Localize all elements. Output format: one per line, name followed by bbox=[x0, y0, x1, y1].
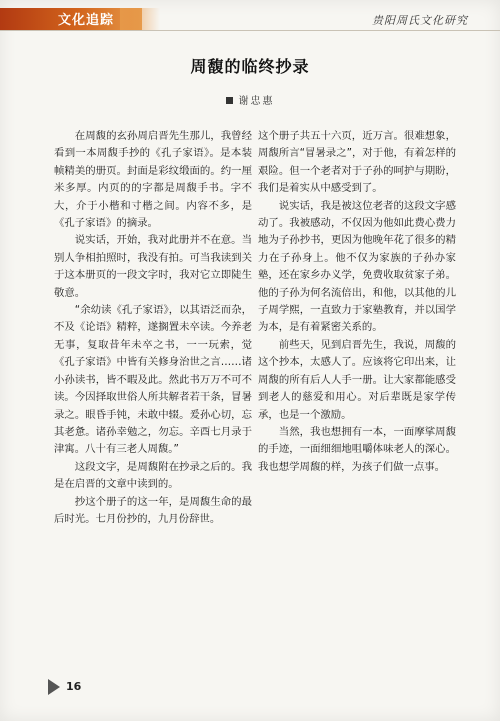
left-column bbox=[54, 128, 252, 528]
page-arrow-icon bbox=[48, 679, 60, 695]
right-column bbox=[258, 128, 456, 476]
header-divider bbox=[0, 30, 500, 31]
paragraph: 前些天，见到启晋先生，我说，周馥的这个抄本，太感人了。应该将它印出来，让周馥的所有后人人手一册。让大家都能感受到老人的慈爱和用心。对后辈既是家学传承，也是一个激励。 bbox=[258, 338, 456, 421]
paragraph: 抄这个册子的这一年，是周馥生命的最后时光。七月份抄的，九月份辞世。 bbox=[54, 495, 252, 525]
section-tab-fade bbox=[120, 8, 160, 30]
page-header bbox=[0, 0, 500, 30]
author-name: 谢忠惠 bbox=[238, 96, 275, 107]
quoted-paragraph: “余幼读《孔子家语》，以其语泛而杂，不及《论语》精粹，遂搁置未卒读。今养老无事，复取昔年未卒之书，一一玩索，觉《孔子家语》中皆有关修身治世之言……诸小孙读书，皆不暇及此。然此书万万不可不读。今因择取世俗人所共解者若干条，冒暑录之。眼昏手钝，未敢中辍。爰孙心切，忘其老惫。诸孙幸勉之，勿忘。辛酉七月录于津寓。八十有三老人周馥。” bbox=[54, 304, 252, 456]
square-bullet-icon bbox=[226, 97, 233, 104]
paragraph: 当然，我也想拥有一本，一面摩挲周馥的手迹，一面细细地咀嚼体味老人的深心。我也想学周馥的样，为孩子们做一点事。 bbox=[258, 425, 456, 473]
paragraph: 这段文字，是周馥附在抄录之后的。我是在启晋的文章中读到的。 bbox=[54, 460, 252, 491]
paragraph: 说实话，我是被这位老者的这段文字感动了。我被感动，不仅因为他如此费心费力地为子孙抄书，更因为他晚年花了很多的精力在子孙身上。他不仅为家族的子孙办家塾，还在家乡办义学，免费收取贫家子弟。他的子孙为何名流倍出，和他，以其他的儿子周学熙，一直致力于家塾教育，并以国学为本，是有着紧密关系的。 bbox=[258, 199, 456, 334]
paragraph: 这个册子共五十六页，近万言。很难想象，周馥所言“冒暑录之”，对于他，有着怎样的艰险。但一个老者对于子孙的呵护与期盼，我们是着实从中感受到了。 bbox=[258, 130, 456, 195]
page-number: 16 bbox=[66, 680, 82, 693]
byline bbox=[0, 92, 500, 107]
section-title: 文化追踪 bbox=[58, 13, 115, 28]
article-title: 周馥的临终抄录 bbox=[190, 57, 310, 76]
paragraph: 在周馥的玄孙周启晋先生那儿，我曾经看到一本周馥手抄的《孔子家语》。是本装帧精美的册页。封面是彩纹缎面的。约一厘米多厚。内页的的字都是周馥手书。字不大，介于小楷和寸楷之间。内容不多，是《孔子家语》的摘录。 bbox=[54, 130, 252, 230]
paragraph: 说实话，开始，我对此册并不在意。当别人争相拍照时，我没有拍。可当我读到关于这本册页的一段文字时，我对它立即陡生敬意。 bbox=[54, 234, 252, 299]
publication-name: 贵阳周氏文化研究 bbox=[372, 14, 468, 27]
